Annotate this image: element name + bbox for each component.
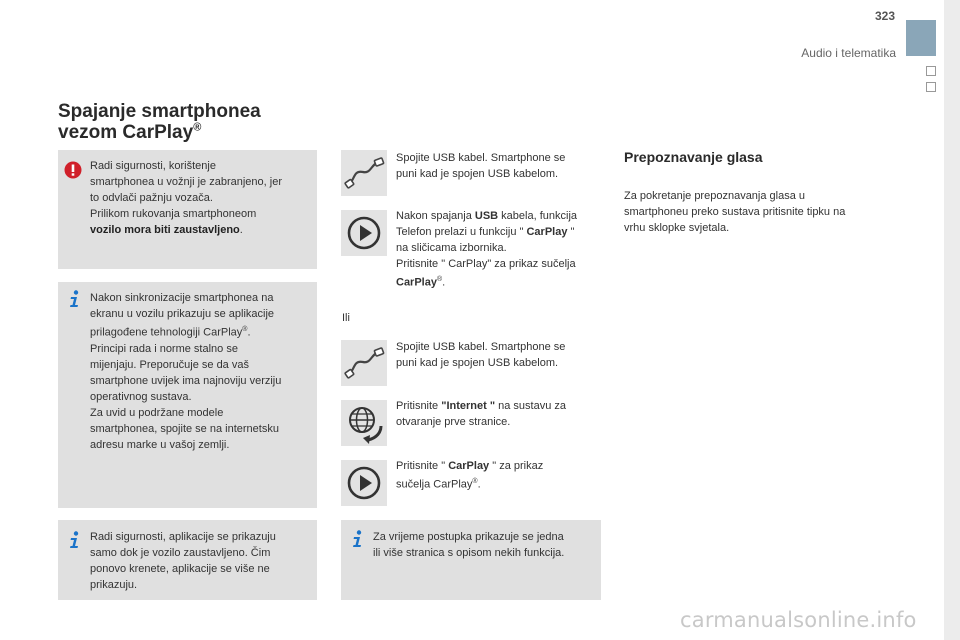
info-note-text: Radi sigurnosti, aplikacije se prikazuju samo dok je vozilo zaustavljeno. Čim ponovo krenete, aplikacije se više ne prikazuju.	[90, 531, 276, 591]
info-icon	[68, 531, 82, 549]
step-internet-text: Pritisnite "Internet " na sustavu za otvaranje prve stranice.	[396, 400, 567, 428]
info-note-text: Za vrijeme postupka prikazuje se jedna ili više stranica s opisom nekih funkcija.	[373, 531, 565, 559]
section-title: Audio i telematika	[801, 46, 896, 60]
page-edge-strip	[944, 0, 960, 640]
voice-recognition-heading: Prepoznavanje glasa	[624, 149, 763, 165]
info-note	[58, 520, 317, 600]
info-note-text: Nakon sinkronizacije smartphonea na ekranu u vozilu prikazuju se aplikacije prilagođene tehnologiji CarPlay®. Principi rada i norme stalno se mijenjaju. Preporučuje se da vaš smartphone uvijek ima najnoviju verziju operativnog sustava. Za uvid u podržane modele smartphonea, spojite se na internetsku adresu marke u vašoj zemlji.	[90, 292, 282, 451]
or-label: Ili	[342, 312, 350, 324]
step-usb-connect-text: Spojite USB kabel. Smartphone se puni kad je spojen USB kabelom.	[396, 341, 566, 369]
carplay-icon	[341, 460, 387, 506]
info-note	[341, 520, 601, 600]
usb-cable-icon	[341, 150, 387, 196]
info-icon	[68, 290, 82, 308]
registered-mark: ®	[193, 121, 202, 134]
step-carplay-display-text: Pritisnite " CarPlay " za prikaz sučelja CarPlay®.	[396, 460, 544, 491]
usb-cable-icon	[341, 340, 387, 386]
warning-icon	[64, 161, 82, 179]
page-title	[58, 101, 358, 143]
voice-recognition-text: Za pokretanje prepoznavanja glasa u smartphoneu preko sustava pritisnite tipku na vrhu sklopke svjetala.	[624, 190, 846, 234]
page-marker-square	[926, 82, 936, 92]
page-marker-square	[926, 66, 936, 76]
warning-note-text: Radi sigurnosti, korištenje smartphonea u vožnji je zabranjeno, jer to odvlači pažnju vozača. Prilikom rukovanja smartphoneom vozilo mora biti zaustavljeno.	[90, 160, 283, 236]
step-carplay-text: Nakon spajanja USB kabela, funkcija Telefon prelazi u funkciju " CarPlay " na sličicama izbornika. Pritisnite " CarPlay" za prikaz sučelja CarPlay®.	[396, 210, 578, 289]
info-icon	[351, 530, 365, 548]
carplay-icon	[341, 210, 387, 256]
watermark: carmanualsonline.info	[680, 608, 917, 632]
title-line-2: vezom CarPlay®	[58, 121, 202, 143]
info-note	[58, 282, 317, 508]
page-number: 323	[874, 9, 895, 23]
chapter-tab	[906, 20, 936, 56]
warning-note	[58, 150, 317, 269]
step-usb-connect-text: Spojite USB kabel. Smartphone se puni kad je spojen USB kabelom.	[396, 152, 566, 180]
internet-globe-icon	[341, 400, 387, 446]
title-line-1: Spajanje smartphonea	[58, 101, 261, 122]
